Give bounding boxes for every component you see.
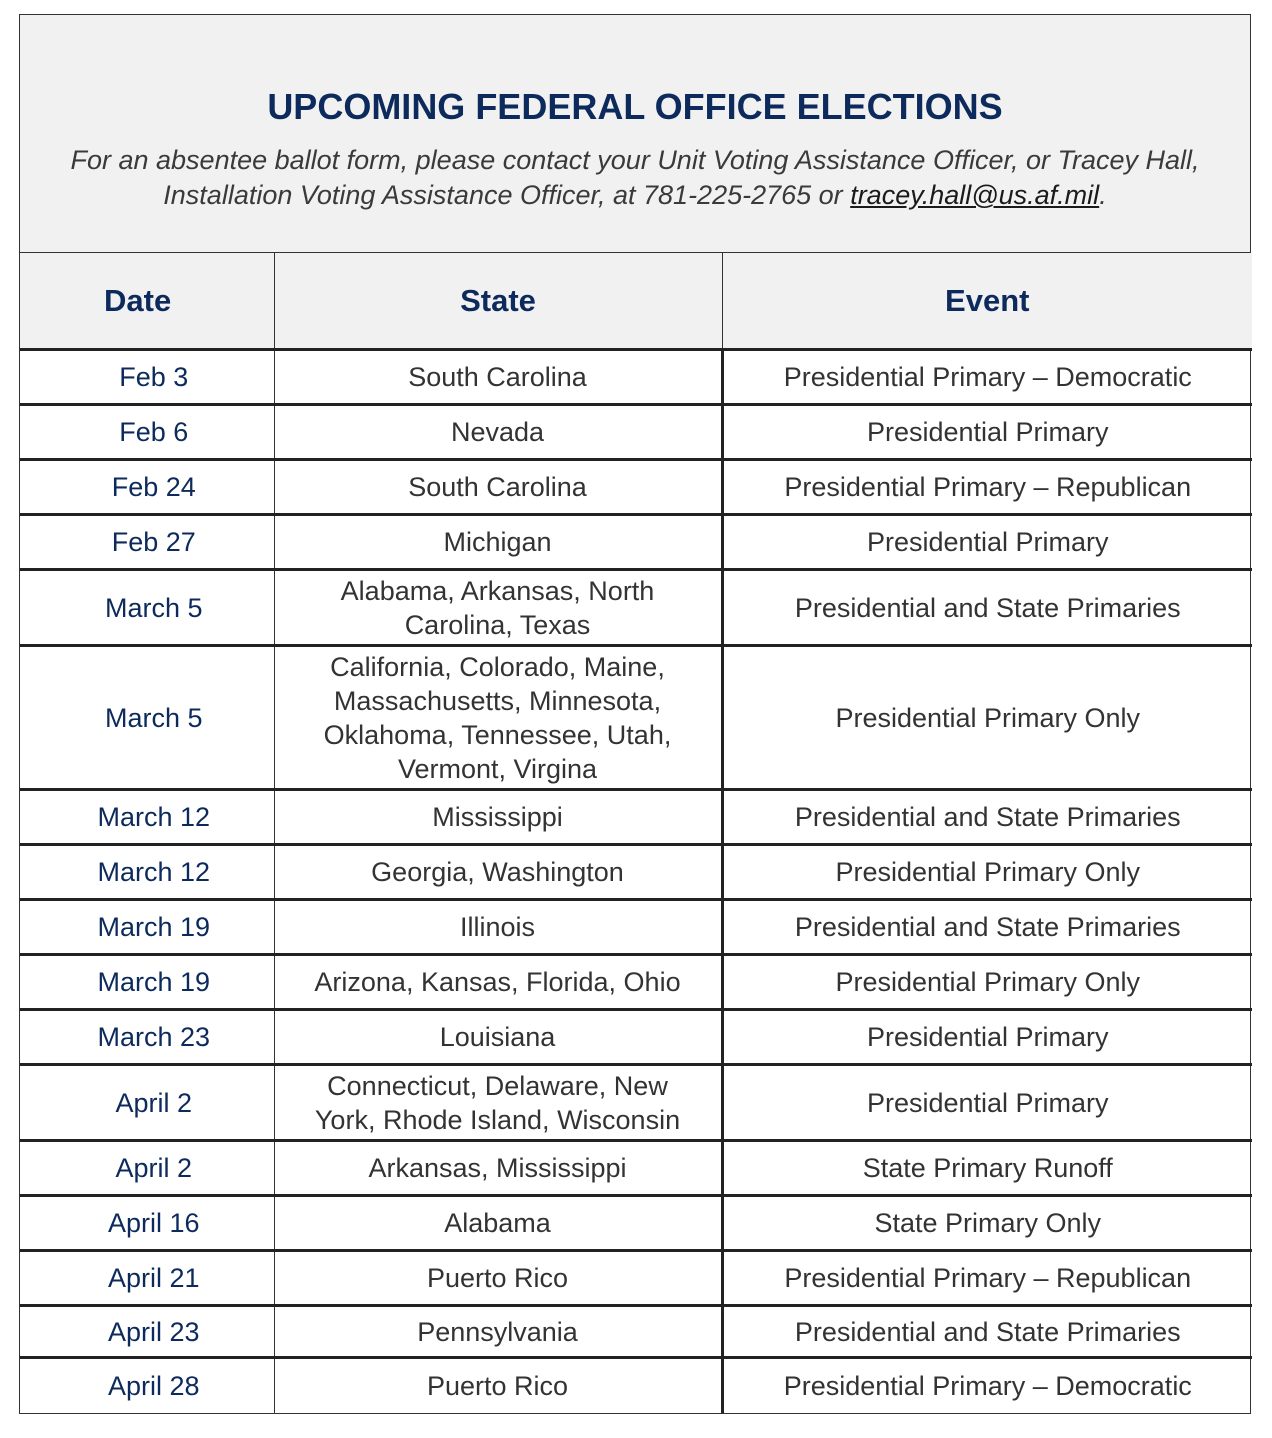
table-row	[20, 646, 1252, 790]
email-link[interactable]: tracey.hall@us.af.mil	[850, 180, 1100, 210]
cell-event: Presidential Primary	[722, 515, 1252, 570]
cell-event: Presidential Primary	[722, 1065, 1252, 1141]
cell-state: Arkansas, Mississippi	[274, 1141, 722, 1196]
table-row	[20, 1358, 1252, 1413]
cell-event: Presidential Primary – Democratic	[722, 350, 1252, 405]
table-row	[20, 845, 1252, 900]
cell-date: April 16	[20, 1196, 274, 1251]
cell-date: Feb 24	[20, 460, 274, 515]
table-row	[20, 1196, 1252, 1251]
cell-date: Feb 3	[20, 350, 274, 405]
cell-event: Presidential and State Primaries	[722, 1306, 1252, 1358]
table-row	[20, 1065, 1252, 1141]
cell-state: Nevada	[274, 405, 722, 460]
cell-date: April 28	[20, 1358, 274, 1413]
column-header-state: State	[274, 253, 722, 350]
elections-table	[20, 253, 1252, 1413]
cell-state: Mississippi	[274, 790, 722, 845]
cell-state: Louisiana	[274, 1010, 722, 1065]
cell-date: April 21	[20, 1251, 274, 1306]
cell-date: April 2	[20, 1141, 274, 1196]
cell-date: Feb 27	[20, 515, 274, 570]
cell-date: March 19	[20, 900, 274, 955]
cell-event: Presidential Primary – Democratic	[783, 1370, 1192, 1401]
cell-state: Connecticut, Delaware, New York, Rhode Island, Wisconsin	[274, 1065, 722, 1141]
cell-state: California, Colorado, Maine, Massachusetts, Minnesota, Oklahoma, Tennessee, Utah, Vermont, Virgina	[274, 646, 722, 790]
table-row	[20, 460, 1252, 515]
cell-event: Presidential and State Primaries	[722, 900, 1252, 955]
cell-state: Illinois	[274, 900, 722, 955]
column-header-event: Event	[722, 253, 1252, 350]
cell-event: Presidential Primary – Republican	[722, 460, 1252, 515]
table-row	[20, 570, 1252, 646]
cell-event: Presidential and State Primaries	[722, 570, 1252, 646]
cell-date: March 12	[20, 790, 274, 845]
cell-event: Presidential Primary Only	[722, 955, 1252, 1010]
table-row	[20, 515, 1252, 570]
cell-event: Presidential Primary Only	[722, 646, 1252, 790]
table-row	[20, 1010, 1252, 1065]
contact-note-end: .	[1099, 180, 1107, 210]
cell-event: Presidential Primary Only	[722, 845, 1252, 900]
cell-state: Alabama	[274, 1196, 722, 1251]
cell-date: Feb 6	[20, 405, 274, 460]
table-row	[20, 1251, 1252, 1306]
cell-date: April 2	[20, 1065, 274, 1141]
cell-state: South Carolina	[274, 460, 722, 515]
cell-event: Presidential Primary	[722, 1010, 1252, 1065]
cell-event: Presidential Primary – Republican	[722, 1251, 1252, 1306]
cell-state: Puerto Rico	[274, 1251, 722, 1306]
cell-event: Presidential Primary	[722, 405, 1252, 460]
header-banner	[20, 15, 1250, 253]
table-row	[20, 790, 1252, 845]
table-row	[20, 955, 1252, 1010]
cell-date: March 5	[20, 646, 274, 790]
table-header-row	[20, 253, 1252, 350]
table-row	[20, 1306, 1252, 1358]
cell-state: Arizona, Kansas, Florida, Ohio	[274, 955, 722, 1010]
table-row	[20, 405, 1252, 460]
cell-state: Puerto Rico	[274, 1358, 722, 1413]
cell-date: March 12	[20, 845, 274, 900]
column-header-date: Date	[20, 253, 274, 350]
cell-state: Georgia, Washington	[274, 845, 722, 900]
contact-note-text: For an absentee ballot form, please contact your Unit Voting Assistance Officer, or Tracey Hall, Installation Voting Assistance Officer, at 781-225-2765 or	[70, 145, 1200, 210]
elections-sheet	[19, 14, 1251, 1414]
cell-date: April 23	[20, 1306, 274, 1358]
cell-event: Presidential and State Primaries	[722, 790, 1252, 845]
cell-date: March 5	[20, 570, 274, 646]
cell-state: Alabama, Arkansas, North Carolina, Texas	[274, 570, 722, 646]
table-row	[20, 1141, 1252, 1196]
cell-event: State Primary Only	[722, 1196, 1252, 1251]
cell-date: March 23	[20, 1010, 274, 1065]
cell-state: South Carolina	[274, 350, 722, 405]
cell-state: Michigan	[274, 515, 722, 570]
contact-note	[20, 143, 1250, 213]
cell-event: State Primary Runoff	[722, 1141, 1252, 1196]
cell-date: March 19	[20, 955, 274, 1010]
table-row	[20, 350, 1252, 405]
cell-state: Pennsylvania	[274, 1306, 722, 1358]
table-row	[20, 900, 1252, 955]
page-title: UPCOMING FEDERAL OFFICE ELECTIONS	[267, 86, 1003, 127]
